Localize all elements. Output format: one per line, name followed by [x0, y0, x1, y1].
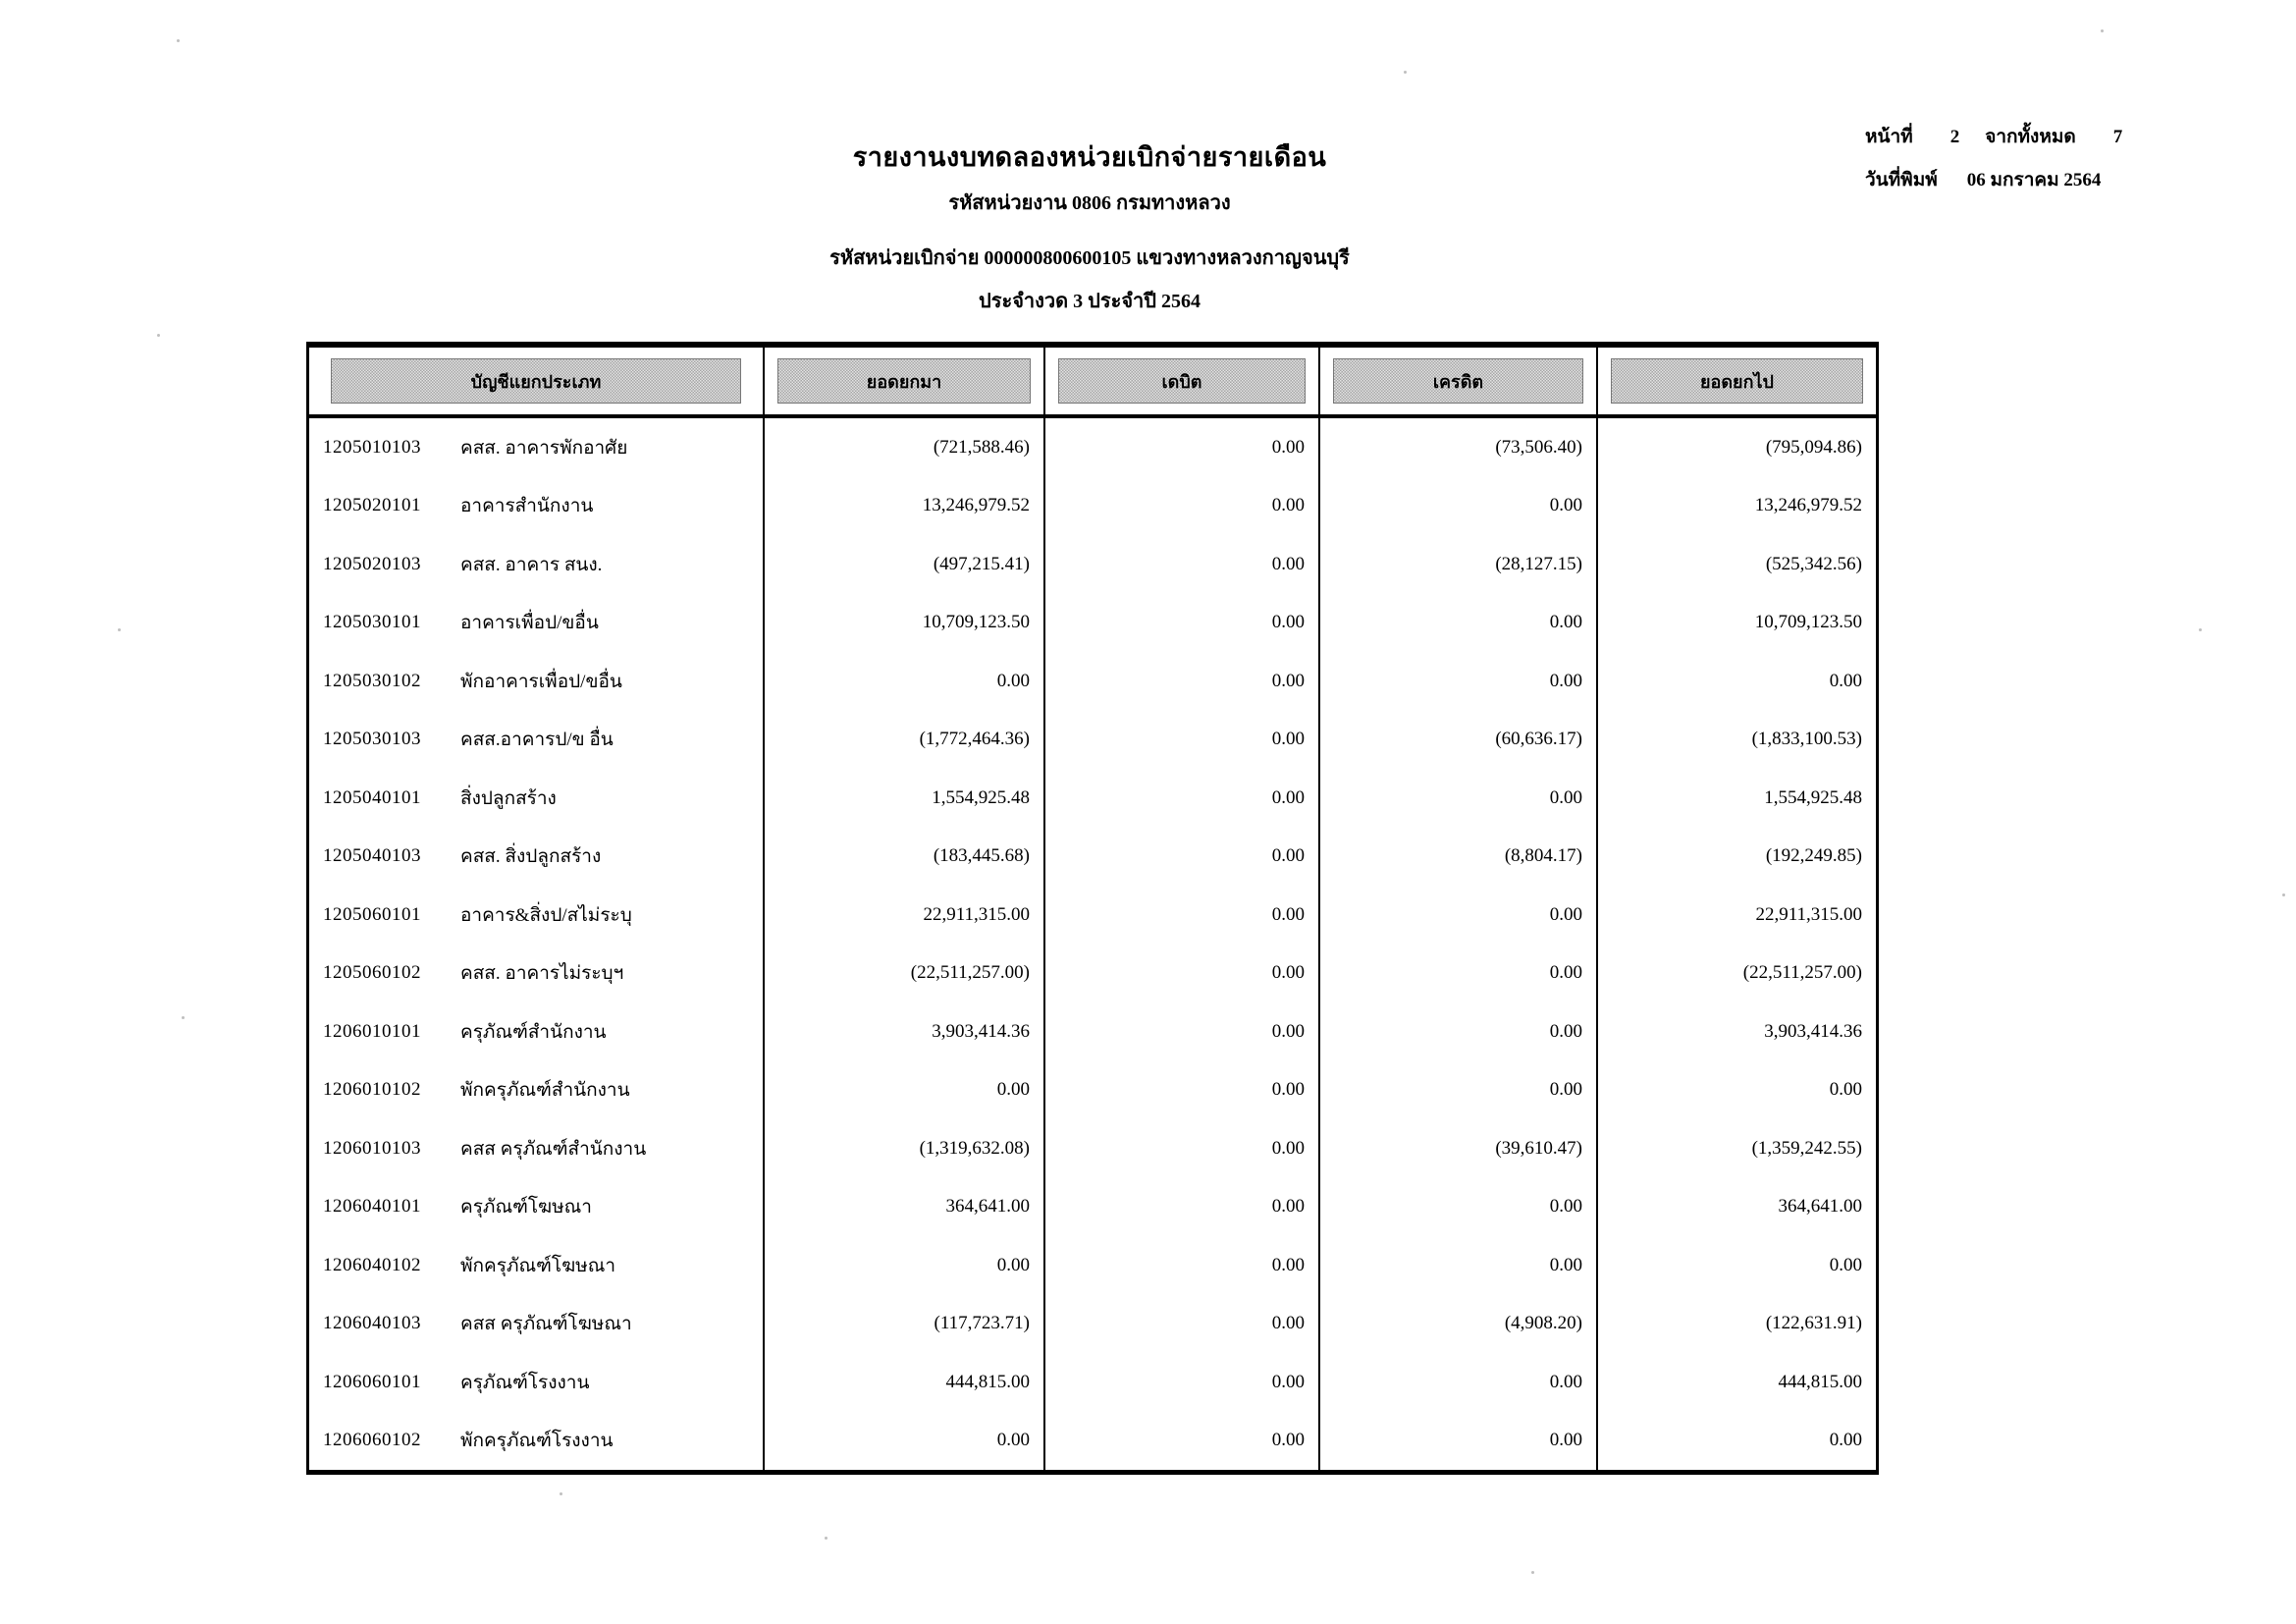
balance-carried-forward-cell: 22,911,315.00: [1755, 903, 1862, 925]
account-code: 1205020101: [323, 495, 421, 516]
credit-cell: 0.00: [1320, 1353, 1598, 1412]
account-name: คสส.อาคารป/ข อื่น: [460, 730, 614, 751]
table-row: [309, 1119, 1876, 1178]
column-header-label: บัญชีแยกประเภท: [331, 358, 741, 404]
account-code: 1206060101: [323, 1371, 421, 1392]
credit-cell: 0.00: [1320, 1178, 1598, 1237]
balance-brought-forward-cell: (721,588.46): [765, 418, 1045, 477]
table-row: [309, 477, 1876, 536]
debit-cell: 0.00: [1045, 1353, 1320, 1412]
debit-cell: 0.00: [1045, 828, 1320, 887]
account-cell: [309, 1353, 765, 1412]
account-cell: [309, 594, 765, 653]
table-row: [309, 1412, 1876, 1471]
debit-cell: 0.00: [1045, 1002, 1320, 1061]
balance-brought-forward-cell: (117,723.71): [765, 1295, 1045, 1354]
page-label: หน้าที่: [1865, 127, 1913, 147]
table-row: [309, 1178, 1876, 1237]
balance-brought-forward-cell: 444,815.00: [765, 1353, 1045, 1412]
account-name: สิ่งปลูกสร้าง: [460, 787, 557, 809]
account-name: พักครุภัณฑ์สำนักงาน: [460, 1080, 630, 1102]
balance-brought-forward-cell: (22,511,257.00): [765, 945, 1045, 1003]
account-cell: [309, 886, 765, 945]
balance-brought-forward-cell: 364,641.00: [765, 1178, 1045, 1237]
account-name: อาคารเพื่อป/ขอื่น: [460, 613, 599, 634]
credit-cell: (8,804.17): [1320, 828, 1598, 887]
unit-code-line: รหัสหน่วยงาน 0806 กรมทางหลวง: [948, 192, 1231, 214]
table-row: [309, 1061, 1876, 1120]
balance-carried-forward-cell: 444,815.00: [1778, 1371, 1862, 1392]
account-code: 1205060102: [323, 962, 421, 984]
account-name: คสส ครุภัณฑ์โฆษณา: [460, 1314, 632, 1335]
credit-cell: 0.00: [1320, 1236, 1598, 1295]
balance-carried-forward-cell: 0.00: [1829, 670, 1862, 691]
account-cell: [309, 1412, 765, 1471]
debit-cell: 0.00: [1045, 1236, 1320, 1295]
account-name: ครุภัณฑ์สำนักงาน: [460, 1021, 607, 1043]
balance-carried-forward-cell: 1,554,925.48: [1764, 786, 1862, 808]
total-pages: 7: [2112, 127, 2123, 147]
scan-speck: [2282, 893, 2285, 896]
balance-brought-forward-cell: (497,215.41): [765, 535, 1045, 594]
column-header-cell: [1045, 348, 1320, 414]
table-row: [309, 652, 1876, 711]
balance-carried-forward-cell: (1,359,242.55): [1751, 1137, 1862, 1159]
scan-speck: [182, 1016, 185, 1019]
column-header-label: ยอดยกไป: [1611, 358, 1863, 404]
table-row: [309, 828, 1876, 887]
debit-cell: 0.00: [1045, 1061, 1320, 1120]
balance-carried-forward-cell: (1,833,100.53): [1751, 729, 1862, 750]
account-code: 1205030101: [323, 612, 421, 633]
account-cell: [309, 769, 765, 828]
balance-carried-forward-cell: 364,641.00: [1778, 1196, 1862, 1218]
table-row: [309, 1295, 1876, 1354]
account-code: 1205020103: [323, 553, 421, 574]
debit-cell: 0.00: [1045, 945, 1320, 1003]
balance-brought-forward-cell: 22,911,315.00: [765, 886, 1045, 945]
balance-brought-forward-cell: (183,445.68): [765, 828, 1045, 887]
scan-speck: [1531, 1571, 1534, 1574]
balance-carried-forward-cell: 10,709,123.50: [1754, 612, 1862, 633]
account-name: คสส. อาคารไม่ระบุฯ: [460, 963, 624, 985]
balance-carried-forward-cell: 3,903,414.36: [1764, 1020, 1862, 1042]
credit-cell: 0.00: [1320, 652, 1598, 711]
account-code: 1205030102: [323, 670, 421, 691]
page-info: [1865, 116, 2258, 202]
column-header-cell: [1320, 348, 1598, 414]
account-cell: [309, 1236, 765, 1295]
debit-cell: 0.00: [1045, 535, 1320, 594]
table-header-row: [309, 348, 1876, 418]
balance-brought-forward-cell: 1,554,925.48: [765, 769, 1045, 828]
table-row: [309, 886, 1876, 945]
document-header: [306, 0, 1873, 324]
account-code: 1206040102: [323, 1254, 421, 1275]
account-name: คสส. อาคาร สนง.: [460, 554, 603, 575]
table-row: [309, 594, 1876, 653]
debit-cell: 0.00: [1045, 1119, 1320, 1178]
balance-carried-forward-cell: 0.00: [1829, 1430, 1862, 1451]
column-header-cell: [765, 348, 1045, 414]
debit-cell: 0.00: [1045, 769, 1320, 828]
balance-brought-forward-cell: 13,246,979.52: [765, 477, 1045, 536]
credit-cell: 0.00: [1320, 886, 1598, 945]
account-name: คสส. สิ่งปลูกสร้าง: [460, 846, 602, 868]
table-row: [309, 1236, 1876, 1295]
disbursing-unit-line: รหัสหน่วยเบิกจ่าย 000000800600105 แขวงทางหลวงกาญจนบุรี: [829, 247, 1350, 269]
column-header-label: เดบิต: [1058, 358, 1306, 404]
column-header-label: เครดิต: [1333, 358, 1583, 404]
scan-speck: [2101, 29, 2104, 32]
scan-speck: [825, 1537, 828, 1540]
credit-cell: 0.00: [1320, 1412, 1598, 1471]
account-cell: [309, 1119, 765, 1178]
account-name: คสส. อาคารพักอาศัย: [460, 437, 628, 459]
balance-carried-forward-cell: 0.00: [1829, 1254, 1862, 1275]
account-cell: [309, 477, 765, 536]
account-name: พักครุภัณฑ์โฆษณา: [460, 1255, 615, 1276]
balance-brought-forward-cell: 3,903,414.36: [765, 1002, 1045, 1061]
page-title: รายงานงบทดลองหน่วยเบิกจ่ายรายเดือน: [852, 142, 1327, 172]
credit-cell: (73,506.40): [1320, 418, 1598, 477]
page-number: 2: [1949, 127, 1960, 147]
column-header-cell: [1598, 348, 1876, 414]
period-line: ประจำงวด 3 ประจำปี 2564: [979, 291, 1201, 312]
account-code: 1205040101: [323, 786, 421, 808]
scan-speck: [157, 334, 160, 337]
account-name: อาคาร&สิ่งป/สไม่ระบุ: [460, 904, 632, 926]
credit-cell: (28,127.15): [1320, 535, 1598, 594]
account-cell: [309, 1178, 765, 1237]
account-code: 1205030103: [323, 729, 421, 750]
balance-brought-forward-cell: 10,709,123.50: [765, 594, 1045, 653]
account-code: 1206010103: [323, 1137, 421, 1159]
account-name: ครุภัณฑ์โรงงาน: [460, 1372, 590, 1393]
debit-cell: 0.00: [1045, 711, 1320, 770]
account-cell: [309, 652, 765, 711]
balance-carried-forward-cell: (795,094.86): [1765, 436, 1862, 458]
account-cell: [309, 1061, 765, 1120]
balance-brought-forward-cell: 0.00: [765, 1412, 1045, 1471]
table-row: [309, 945, 1876, 1003]
account-code: 1205040103: [323, 845, 421, 867]
table-row: [309, 1353, 1876, 1412]
debit-cell: 0.00: [1045, 886, 1320, 945]
page-number-line: [1865, 116, 2258, 159]
account-name: คสส ครุภัณฑ์สำนักงาน: [460, 1138, 647, 1160]
account-cell: [309, 418, 765, 477]
account-code: 1205060101: [323, 903, 421, 925]
balance-carried-forward-cell: (122,631.91): [1765, 1313, 1862, 1334]
column-header-label: ยอดยกมา: [777, 358, 1031, 404]
credit-cell: 0.00: [1320, 594, 1598, 653]
column-header-cell: [309, 348, 765, 414]
credit-cell: (60,636.17): [1320, 711, 1598, 770]
balance-brought-forward-cell: 0.00: [765, 1236, 1045, 1295]
credit-cell: 0.00: [1320, 769, 1598, 828]
balance-carried-forward-cell: 13,246,979.52: [1754, 495, 1862, 516]
account-cell: [309, 945, 765, 1003]
account-code: 1206040103: [323, 1313, 421, 1334]
scan-speck: [177, 39, 180, 42]
balance-brought-forward-cell: (1,772,464.36): [765, 711, 1045, 770]
account-code: 1206040101: [323, 1196, 421, 1218]
account-name: พักอาคารเพื่อป/ขอื่น: [460, 671, 622, 692]
account-cell: [309, 828, 765, 887]
balance-carried-forward-cell: (22,511,257.00): [1742, 962, 1862, 984]
balance-carried-forward-cell: (192,249.85): [1765, 845, 1862, 867]
table-row: [309, 535, 1876, 594]
print-date-label: วันที่พิมพ์: [1865, 170, 1938, 190]
balance-brought-forward-cell: 0.00: [765, 1061, 1045, 1120]
account-cell: [309, 711, 765, 770]
trial-balance-table: [306, 342, 1879, 1475]
credit-cell: 0.00: [1320, 945, 1598, 1003]
account-cell: [309, 1295, 765, 1354]
account-code: 1206010102: [323, 1079, 421, 1101]
account-code: 1206010101: [323, 1020, 421, 1042]
table-row: [309, 711, 1876, 770]
account-cell: [309, 535, 765, 594]
account-name: พักครุภัณฑ์โรงงาน: [460, 1431, 614, 1452]
credit-cell: 0.00: [1320, 1061, 1598, 1120]
print-date: 06 มกราคม 2564: [1966, 170, 2102, 190]
debit-cell: 0.00: [1045, 652, 1320, 711]
debit-cell: 0.00: [1045, 1412, 1320, 1471]
credit-cell: (39,610.47): [1320, 1119, 1598, 1178]
account-code: 1205010103: [323, 436, 421, 458]
credit-cell: (4,908.20): [1320, 1295, 1598, 1354]
balance-brought-forward-cell: (1,319,632.08): [765, 1119, 1045, 1178]
account-name: อาคารสำนักงาน: [460, 496, 594, 517]
account-cell: [309, 1002, 765, 1061]
debit-cell: 0.00: [1045, 477, 1320, 536]
account-name: ครุภัณฑ์โฆษณา: [460, 1197, 592, 1218]
debit-cell: 0.00: [1045, 594, 1320, 653]
balance-brought-forward-cell: 0.00: [765, 652, 1045, 711]
debit-cell: 0.00: [1045, 1178, 1320, 1237]
debit-cell: 0.00: [1045, 418, 1320, 477]
table-row: [309, 1002, 1876, 1061]
scan-speck: [560, 1492, 562, 1495]
debit-cell: 0.00: [1045, 1295, 1320, 1354]
table-row: [309, 418, 1876, 477]
balance-carried-forward-cell: 0.00: [1829, 1079, 1862, 1101]
table-body: [309, 418, 1876, 1470]
table-row: [309, 769, 1876, 828]
balance-carried-forward-cell: (525,342.56): [1765, 553, 1862, 574]
print-date-line: [1865, 159, 2258, 202]
credit-cell: 0.00: [1320, 1002, 1598, 1061]
account-code: 1206060102: [323, 1430, 421, 1451]
scan-speck: [118, 628, 121, 631]
credit-cell: 0.00: [1320, 477, 1598, 536]
scan-speck: [2199, 628, 2202, 631]
total-label: จากทั้งหมด: [1985, 127, 2076, 147]
